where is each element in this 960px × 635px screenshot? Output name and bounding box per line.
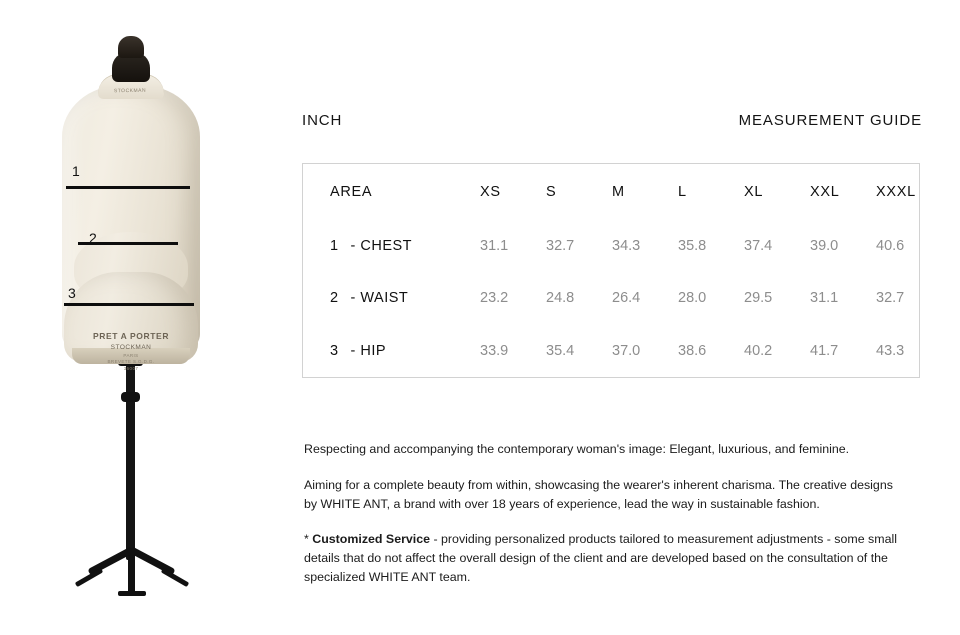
- mannequin-label-line4: BREVETE S.G.D.G.: [107, 359, 155, 365]
- guide-content: [302, 0, 922, 635]
- chest-measure-line: [66, 186, 190, 189]
- cell-chest-xl: 37.4: [744, 238, 773, 255]
- mannequin-stand-pole: [126, 350, 135, 560]
- cell-waist-s: 24.8: [546, 290, 575, 307]
- cell-hip-l: 38.6: [678, 342, 707, 359]
- size-table: [303, 164, 942, 377]
- size-table-body: [303, 220, 942, 377]
- cell-hip-xxl: 41.7: [810, 342, 839, 359]
- cell-chest-xs: 31.1: [480, 238, 509, 255]
- description-section: [304, 428, 904, 588]
- row-index-chest: 1: [330, 238, 339, 255]
- hip-marker-number: 3: [68, 285, 76, 301]
- mannequin-foot: [161, 568, 189, 587]
- row-area-hip: - HIP: [350, 342, 387, 359]
- brand-philosophy-paragraph: Aiming for a complete beauty from within, showcasing the wearer's inherent charisma. The creative designs by WHITE ANT, a brand with over 18 years of experience, lead the way in sustainable fashion.: [304, 477, 893, 511]
- guide-header: [302, 112, 922, 129]
- cell-hip-s: 35.4: [546, 342, 575, 359]
- mannequin-illustration: [0, 0, 290, 635]
- brand-statement-paragraph: Respecting and accompanying the contemporary woman's image: Elegant, luxurious, and feminine.: [304, 442, 850, 457]
- table-row: [303, 272, 942, 324]
- column-header-xs: XS: [480, 184, 501, 200]
- column-header-s: S: [546, 184, 557, 200]
- page-title: MEASUREMENT GUIDE: [738, 112, 922, 129]
- mannequin-stand-knob: [121, 392, 140, 402]
- row-area-chest: - CHEST: [350, 238, 413, 255]
- column-header-m: M: [612, 184, 625, 200]
- row-index-waist: 2: [330, 290, 339, 307]
- hip-measure-line: [64, 303, 194, 306]
- cell-waist-xs: 23.2: [480, 290, 509, 307]
- mannequin-foot: [118, 591, 146, 596]
- column-header-xl: XL: [744, 184, 764, 200]
- mannequin-brandmark: STOCKMAN: [113, 87, 147, 95]
- cell-waist-xxl: 31.1: [810, 290, 839, 307]
- column-header-area: AREA: [330, 184, 373, 200]
- chest-marker-number: 1: [72, 163, 80, 179]
- column-header-xxl: XXL: [810, 184, 840, 200]
- size-table-container: [302, 163, 920, 378]
- row-label-chest: [303, 220, 480, 272]
- cell-chest-s: 32.7: [546, 238, 575, 255]
- size-table-head: [303, 164, 942, 220]
- cell-chest-xxl: 39.0: [810, 238, 839, 255]
- cell-chest-l: 35.8: [678, 238, 707, 255]
- cell-chest-m: 34.3: [612, 238, 641, 255]
- cell-hip-xl: 40.2: [744, 342, 773, 359]
- column-header-l: L: [678, 184, 687, 200]
- waist-marker-number: 2: [89, 230, 97, 246]
- mannequin-label: [84, 330, 178, 373]
- mannequin-label-line3: PARIS: [123, 352, 139, 358]
- row-area-waist: - WAIST: [350, 290, 409, 307]
- row-label-hip: [303, 325, 480, 377]
- table-header-row: [303, 164, 942, 220]
- customized-service-text: - providing personalized products tailored to measurement adjustments - some small details that do not affect the overall design of the client and are developed based on the consultation of the specialized WHITE ANT team.: [304, 532, 897, 585]
- table-row: [303, 325, 942, 377]
- mannequin-label-line2: STOCKMAN: [110, 343, 152, 351]
- row-index-hip: 3: [330, 342, 339, 359]
- mannequin-neck-top: [118, 36, 144, 58]
- cell-waist-l: 28.0: [678, 290, 707, 307]
- customized-service-label: Customized Service: [312, 532, 431, 547]
- table-row: [303, 220, 942, 272]
- cell-waist-m: 26.4: [612, 290, 641, 307]
- cell-chest-xxxl: 40.6: [876, 238, 905, 255]
- mannequin-label-line1: PRET A PORTER: [92, 331, 170, 341]
- row-label-waist: [303, 272, 480, 324]
- column-header-xxxl: XXXL: [876, 184, 916, 200]
- mannequin-label-line5: 36007: [123, 366, 139, 371]
- cell-waist-xxxl: 32.7: [876, 290, 905, 307]
- cell-hip-xxxl: 43.3: [876, 342, 905, 359]
- cell-hip-xs: 33.9: [480, 342, 509, 359]
- customized-service-paragraph: [304, 530, 904, 588]
- cell-waist-xl: 29.5: [744, 290, 773, 307]
- cell-hip-m: 37.0: [612, 342, 641, 359]
- unit-label: INCH: [302, 112, 343, 129]
- customized-service-asterisk: *: [304, 532, 313, 547]
